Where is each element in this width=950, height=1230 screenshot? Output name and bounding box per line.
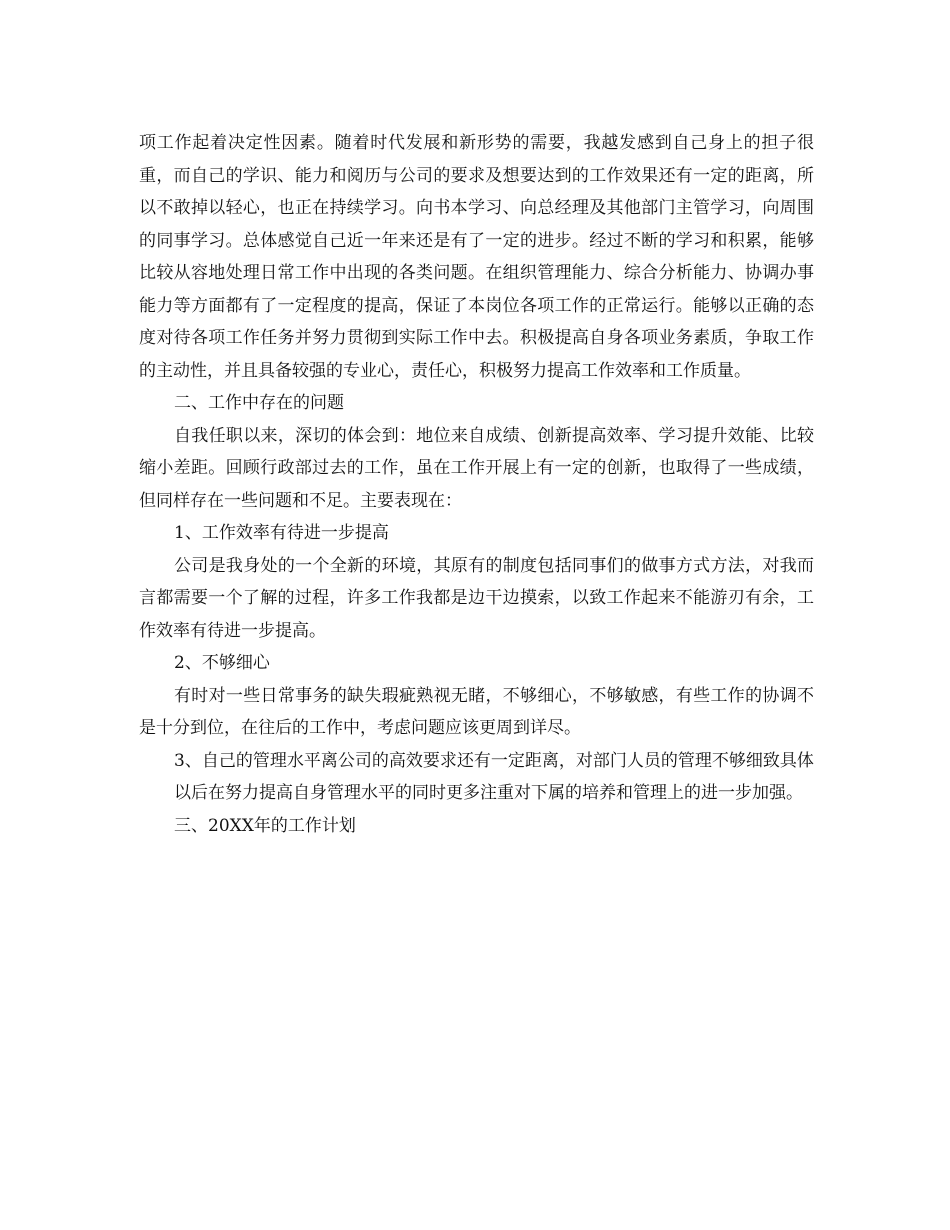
section-heading: 三、20XX年的工作计划 [174,815,356,836]
subsection-heading: 2、不够细心 [174,653,270,673]
document-body [139,127,814,842]
body-paragraph: 公司是我身处的一个全新的环境，其原有的制度包括同事们的做事方式方法，对我而言都需要一个了解的过程，许多工作我都是边干边摸索，以致工作起来不能游刃有余，工作效率有待进一步提高。 [139,555,814,641]
subsection-heading: 3、自己的管理水平离公司的高效要求还有一定距离，对部门人员的管理不够细致具体 [174,750,814,771]
body-paragraph: 项工作起着决定性因素。随着时代发展和新形势的需要，我越发感到自己身上的担子很重，而自己的学识、能力和阅历与公司的要求及想要达到的工作效果还有一定的距离，所以不敢掉以轻心，也正在持续学习。向书本学习、向总经理及其他部门主管学习，向周围的同事学习。总体感觉自己近一年来还是有了一定的进步。经过不断的学习和积累，能够比较从容地处理日常工作中出现的各类问题。在组织管理能力、综合分析能力、协调办事能力等方面都有了一定程度的提高，保证了本岗位各项工作的正常运行。能够以正确的态度对待各项工作任务并努力贯彻到实际工作中去。积极提高自身各项业务素质，争取工作的主动性，并且具备较强的专业心，责任心，积极努力提高工作效率和工作质量。 [139,133,814,381]
section-heading: 二、工作中存在的问题 [174,393,344,413]
body-paragraph: 以后在努力提高自身管理水平的同时更多注重对下属的培养和管理上的进一步加强。 [174,783,803,803]
body-paragraph: 有时对一些日常事务的缺失瑕疵熟视无睹，不够细心，不够敏感，有些工作的协调不是十分到位，在往后的工作中，考虑问题应该更周到详尽。 [139,685,814,738]
subsection-heading: 1、工作效率有待进一步提高 [174,523,389,543]
body-paragraph: 自我任职以来，深切的体会到：地位来自成绩、创新提高效率、学习提升效能、比较缩小差距。回顾行政部过去的工作，虽在工作开展上有一定的创新，也取得了一些成绩，但同样存在一些问题和不足。主要表现在： [139,425,814,511]
